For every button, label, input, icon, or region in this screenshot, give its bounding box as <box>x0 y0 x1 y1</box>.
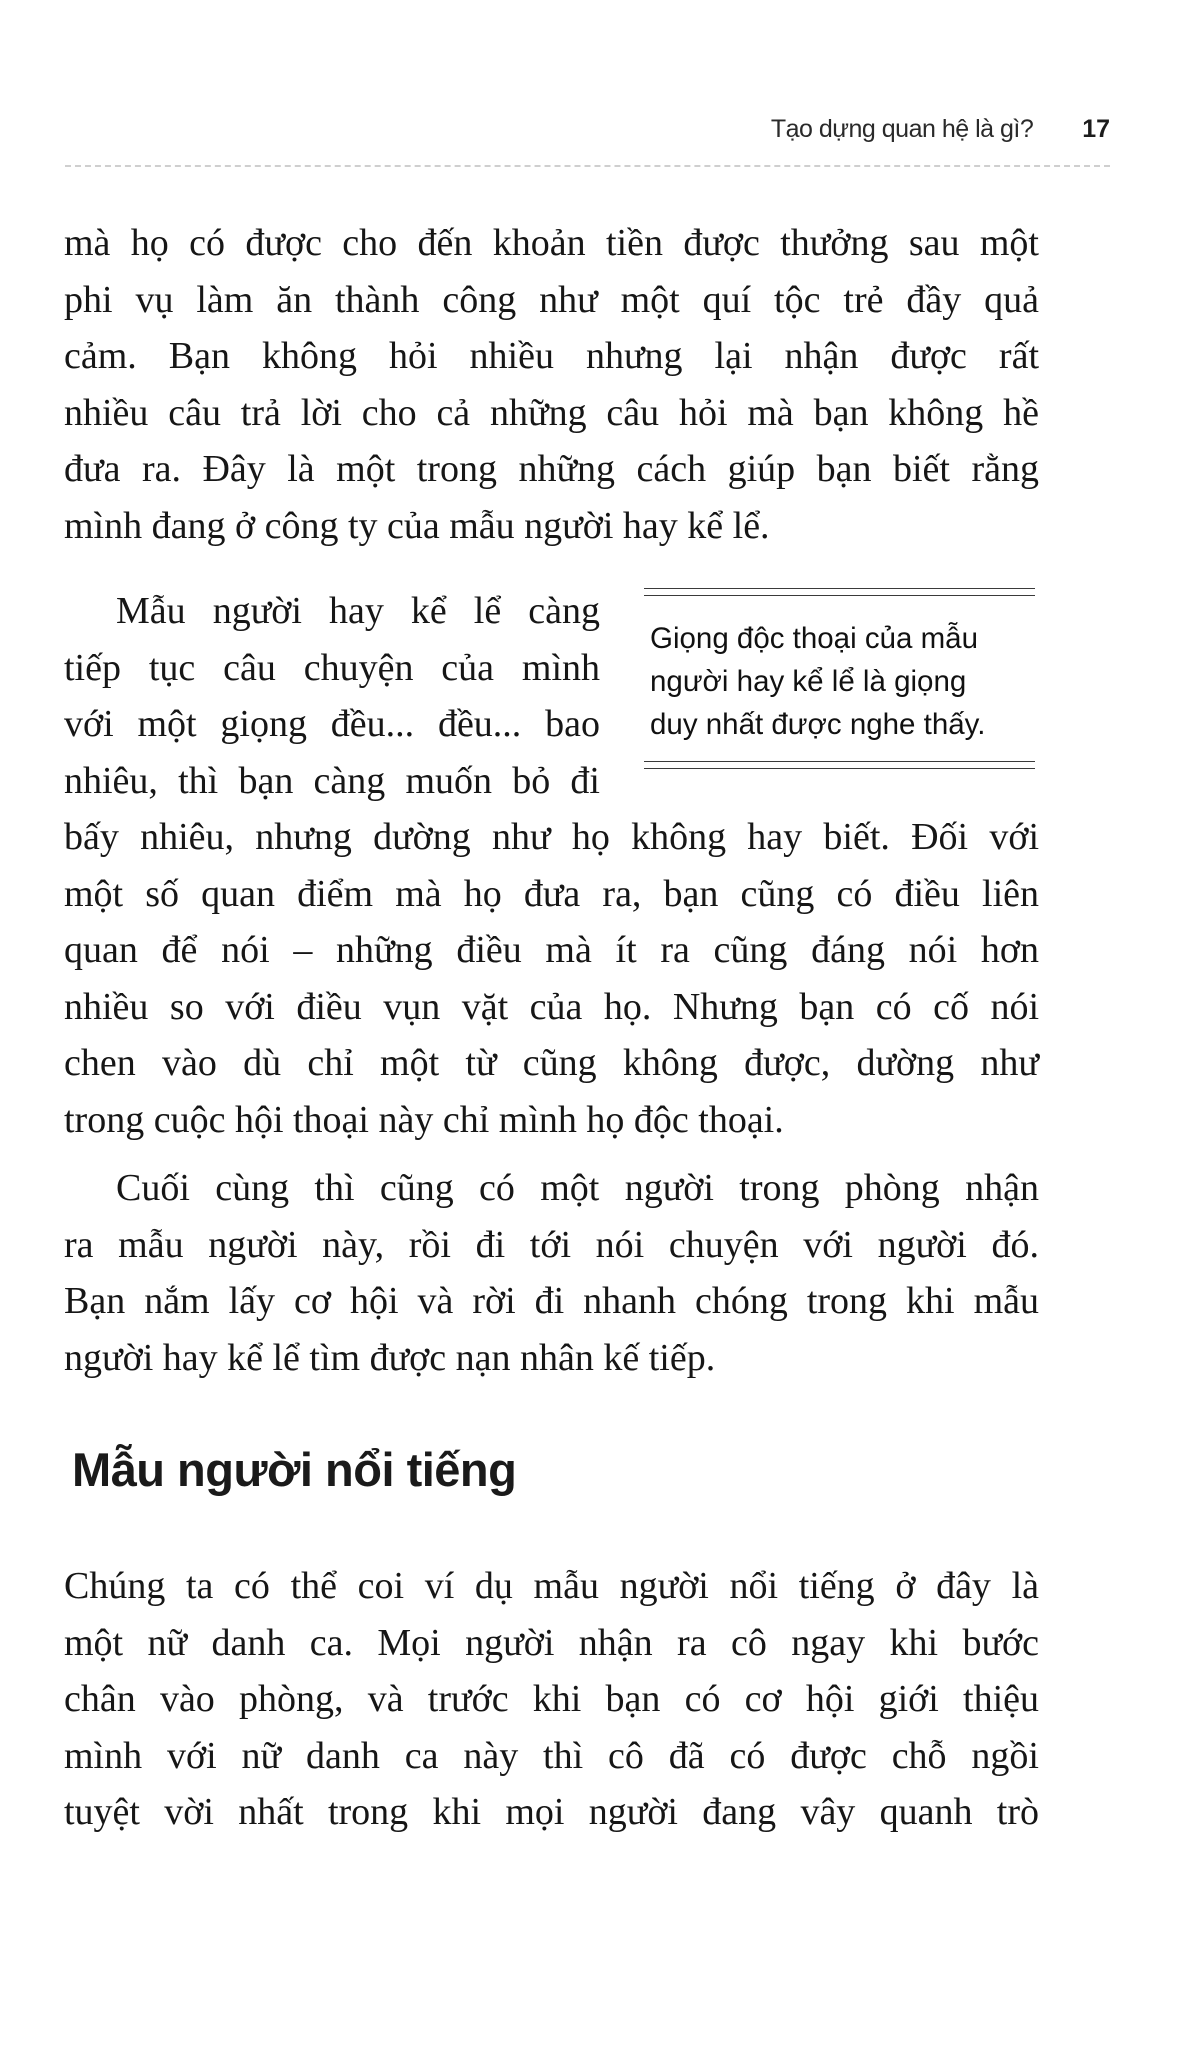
text-line: nhiều so với điều vụn vặt của họ. Nhưng bạn có cố nói <box>64 985 1039 1028</box>
text-line: nhiều câu trả lời cho cả những câu hỏi mà bạn không hề <box>64 391 1039 434</box>
pull-quote-line: duy nhất được nghe thấy. <box>650 708 986 741</box>
text-line: mà họ có được cho đến khoản tiền được thưởng sau một <box>64 222 1039 264</box>
text-line: Bạn nắm lấy cơ hội và rời đi nhanh chóng trong khi mẫu <box>64 1280 1039 1322</box>
pull-quote-top-rule <box>644 588 1035 596</box>
text-line: một nữ danh ca. Mọi người nhận ra cô ngay khi bước <box>64 1621 1039 1664</box>
pull-quote <box>644 588 1035 769</box>
text-line: phi vụ làm ăn thành công như một quí tộc trẻ đầy quả <box>64 278 1039 321</box>
text-line: với một giọng đều... đều... bao <box>64 703 600 745</box>
text-line: ra mẫu người này, rồi đi tới nói chuyện với người đó. <box>64 1223 1039 1266</box>
section-heading: Mẫu người nổi tiếng <box>72 1443 517 1496</box>
text-line: tiếp tục câu chuyện của mình <box>64 646 600 689</box>
text-line: nhiêu, thì bạn càng muốn bỏ đi <box>64 759 600 802</box>
text-line: cảm. Bạn không hỏi nhiều nhưng lại nhận được rất <box>64 335 1039 377</box>
text-line: tuyệt vời nhất trong khi mọi người đang vây quanh trò <box>64 1791 1039 1833</box>
pull-quote-text <box>644 596 1035 761</box>
chapter-title: Tạo dựng quan hệ là gì? <box>770 115 1034 143</box>
pull-quote-line: người hay kể lể là giọng <box>650 665 967 698</box>
text-line: đưa ra. Đây là một trong những cách giúp bạn biết rằng <box>64 448 1039 490</box>
paragraph-2-continued <box>64 809 1039 1148</box>
paragraph-1 <box>64 215 1039 554</box>
text-line: mình đang ở công ty của mẫu người hay kể lể. <box>64 504 770 547</box>
text-line: chân vào phòng, và trước khi bạn có cơ hội giới thiệu <box>64 1678 1039 1720</box>
page-number: 17 <box>1082 115 1110 143</box>
text-line: một số quan điểm mà họ đưa ra, bạn cũng có điều liên <box>64 872 1039 915</box>
text-line: người hay kể lể tìm được nạn nhân kế tiếp. <box>64 1336 716 1379</box>
pull-quote-bottom-rule <box>644 761 1035 769</box>
text-line: trong cuộc hội thoại này chỉ mình họ độc thoại. <box>64 1098 784 1141</box>
text-line: quan để nói – những điều mà ít ra cũng đáng nói hơn <box>64 929 1039 971</box>
text-line: Mẫu người hay kể lể càng <box>116 590 600 632</box>
text-line: bấy nhiêu, nhưng dường như họ không hay biết. Đối với <box>64 816 1039 858</box>
paragraph-4 <box>64 1558 1039 1841</box>
text-line: mình với nữ danh ca này thì cô đã có được chỗ ngồi <box>64 1734 1039 1777</box>
paragraph-2-narrow <box>64 583 600 809</box>
pull-quote-line: Giọng độc thoại của mẫu <box>650 622 978 655</box>
text-line: Chúng ta có thể coi ví dụ mẫu người nổi tiếng ở đây là <box>64 1565 1039 1607</box>
paragraph-3 <box>64 1160 1039 1386</box>
text-line: Cuối cùng thì cũng có một người trong phòng nhận <box>116 1167 1039 1209</box>
header-divider <box>65 165 1110 167</box>
running-header <box>60 115 1110 155</box>
text-line: chen vào dù chỉ một từ cũng không được, dường như <box>64 1042 1039 1084</box>
